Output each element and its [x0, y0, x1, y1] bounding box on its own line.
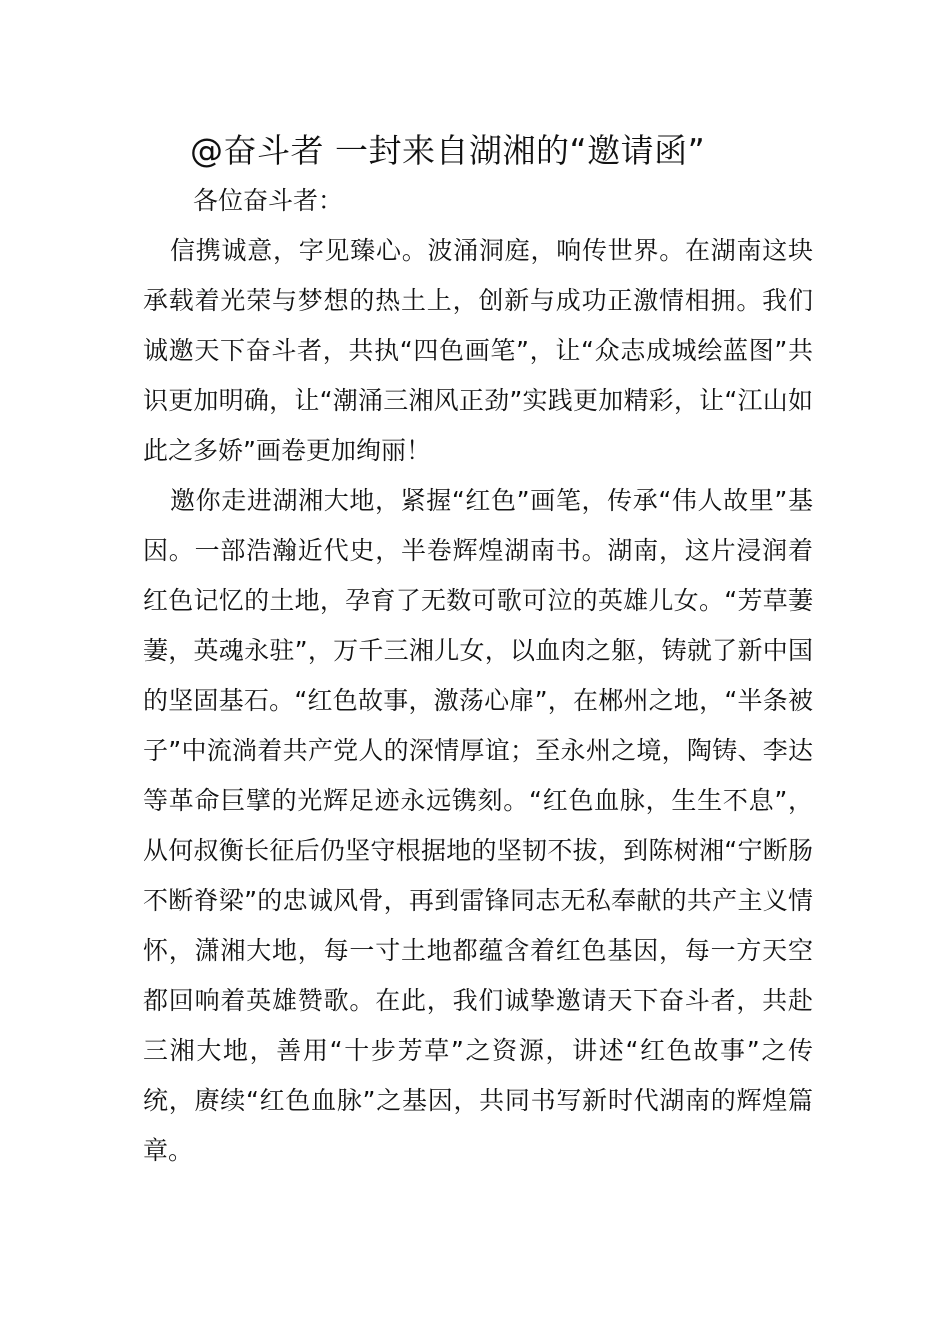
paragraph-red-heritage: 邀你走进湖湘大地，紧握“红色”画笔，传承“伟人故里”基因。一部浩瀚近代史，半卷辉煌湖南书。湖南，这片浸润着红色记忆的土地，孕育了无数可歌可泣的英雄儿女。“芳草萋萋，英魂永驻”，万千三湘儿女，以血肉之躯，铸就了新中国的坚固基石。“红色故事，激荡心扉”，在郴州之地，“半条被子”中流淌着共产党人的深情厚谊；至永州之境，陶铸、李达等革命巨擘的光辉足迹永远镌刻。“红色血脉，生生不息”，从何叔衡长征后仍坚守根据地的坚韧不拔，到陈树湘“宁断肠不断脊梁”的忠诚风骨，再到雷锋同志无私奉献的共产主义情怀，潇湘大地，每一寸土地都蕴含着红色基因，每一方天空都回响着英雄赞歌。在此，我们诚挚邀请天下奋斗者，共赴三湘大地，善用“十步芳草”之资源，讲述“红色故事”之传统，赓续“红色血脉”之基因，共同书写新时代湖南的辉煌篇章。: [143, 486, 813, 1165]
greeting-line: 各位奋斗者：: [193, 186, 344, 215]
document-body: [143, 226, 813, 1176]
paragraph-invitation-intro: 信携诚意，字见臻心。波涌洞庭，响传世界。在湖南这块承载着光荣与梦想的热土上，创新与成功正激情相拥。我们诚邀天下奋斗者，共执“四色画笔”，让“众志成城绘蓝图”共识更加明确，让“潮涌三湘风正劲”实践更加精彩，让“江山如此之多娇”画卷更加绚丽！: [143, 236, 813, 465]
document-title: @奋斗者 一封来自湖湘的“邀请函”: [190, 131, 706, 170]
